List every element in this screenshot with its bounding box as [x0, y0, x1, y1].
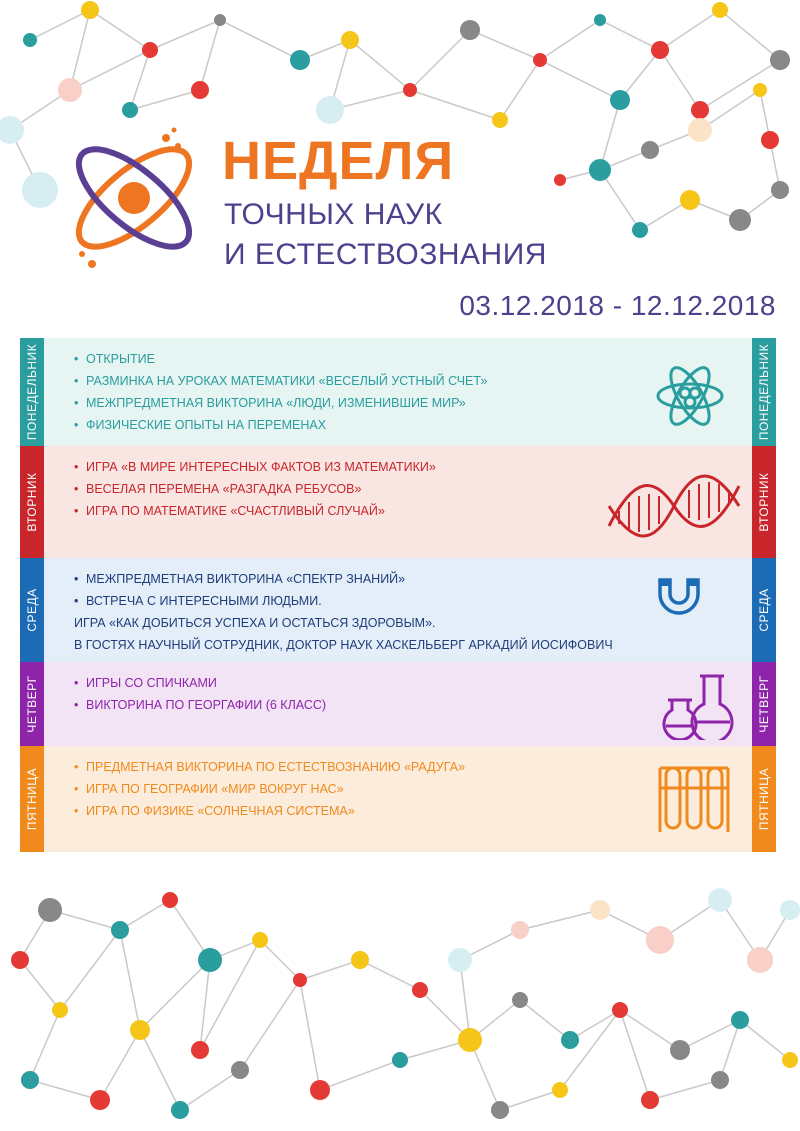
list-item: • ВИКТОРИНА ПО ГЕОРГАФИИ (6 КЛАСС)	[74, 698, 327, 712]
day-tab-left: ВТОРНИК	[20, 446, 44, 558]
atom-icon	[654, 360, 726, 432]
day-block-wednesday	[20, 558, 776, 662]
day-tab-right: ПЯТНИЦА	[752, 746, 776, 852]
test-tubes-icon	[656, 760, 732, 836]
magnet-icon	[654, 572, 704, 618]
page-subtitle-line1: ТОЧНЫХ НАУК	[224, 198, 443, 231]
list-item: • ВСТРЕЧА С ИНТЕРЕСНЫМИ ЛЮДЬМИ.	[74, 594, 322, 608]
list-item: • ПРЕДМЕТНАЯ ВИКТОРИНА ПО ЕСТЕСТВОЗНАНИЮ «РАДУГА»	[74, 760, 465, 774]
day-tab-left: СРЕДА	[20, 558, 44, 662]
molecule-network-bottom	[0, 870, 800, 1131]
list-item: В ГОСТЯХ НАУЧНЫЙ СОТРУДНИК, ДОКТОР НАУК ХАСКЕЛЬБЕРГ АРКАДИЙ ИОСИФОВИЧ	[74, 638, 613, 652]
day-block-thursday	[20, 662, 776, 746]
day-block-tuesday	[20, 446, 776, 558]
list-item: • ВЕСЕЛАЯ ПЕРЕМЕНА «РАЗГАДКА РЕБУСОВ»	[74, 482, 362, 496]
atom-logo-icon	[62, 118, 212, 278]
flasks-icon	[654, 670, 734, 740]
day-tab-left: ПЯТНИЦА	[20, 746, 44, 852]
page-subtitle-line2: И ЕСТЕСТВОЗНАНИЯ	[224, 238, 547, 271]
list-item: • РАЗМИНКА НА УРОКАХ МАТЕМАТИКИ «ВЕСЕЛЫЙ УСТНЫЙ СЧЕТ»	[74, 374, 488, 388]
day-tab-left: ЧЕТВЕРГ	[20, 662, 44, 746]
list-item: ИГРА «КАК ДОБИТЬСЯ УСПЕХА И ОСТАТЬСЯ ЗДОРОВЫМ».	[74, 616, 436, 630]
day-tab-left: ПОНЕДЕЛЬНИК	[20, 338, 44, 446]
list-item: • МЕЖПРЕДМЕТНАЯ ВИКТОРИНА «СПЕКТР ЗНАНИЙ»	[74, 572, 406, 586]
day-tab-right: ПОНЕДЕЛЬНИК	[752, 338, 776, 446]
list-item: • ИГРА ПО МАТЕМАТИКЕ «СЧАСТЛИВЫЙ СЛУЧАЙ»	[74, 504, 385, 518]
day-tab-right: ЧЕТВЕРГ	[752, 662, 776, 746]
day-block-monday	[20, 338, 776, 446]
day-tab-right: СРЕДА	[752, 558, 776, 662]
event-dates: 03.12.2018 - 12.12.2018	[459, 290, 776, 321]
list-item: • МЕЖПРЕДМЕТНАЯ ВИКТОРИНА «ЛЮДИ, ИЗМЕНИВШИЕ МИР»	[74, 396, 466, 410]
list-item: • ИГРЫ СО СПИЧКАМИ	[74, 676, 217, 690]
weekly-schedule	[20, 338, 776, 852]
list-item: • ИГРА «В МИРЕ ИНТЕРЕСНЫХ ФАКТОВ ИЗ МАТЕМАТИКИ»	[74, 460, 436, 474]
day-block-friday	[20, 746, 776, 852]
list-item: • ИГРА ПО ФИЗИКЕ «СОЛНЕЧНАЯ СИСТЕМА»	[74, 804, 355, 818]
dna-icon	[604, 466, 744, 546]
page-title: НЕДЕЛЯ	[222, 131, 455, 191]
list-item: • ИГРА ПО ГЕОГРАФИИ «МИР ВОКРУГ НАС»	[74, 782, 344, 796]
list-item: • ФИЗИЧЕСКИЕ ОПЫТЫ НА ПЕРЕМЕНАХ	[74, 418, 327, 432]
day-tab-right: ВТОРНИК	[752, 446, 776, 558]
list-item: • ОТКРЫТИЕ	[74, 352, 156, 366]
